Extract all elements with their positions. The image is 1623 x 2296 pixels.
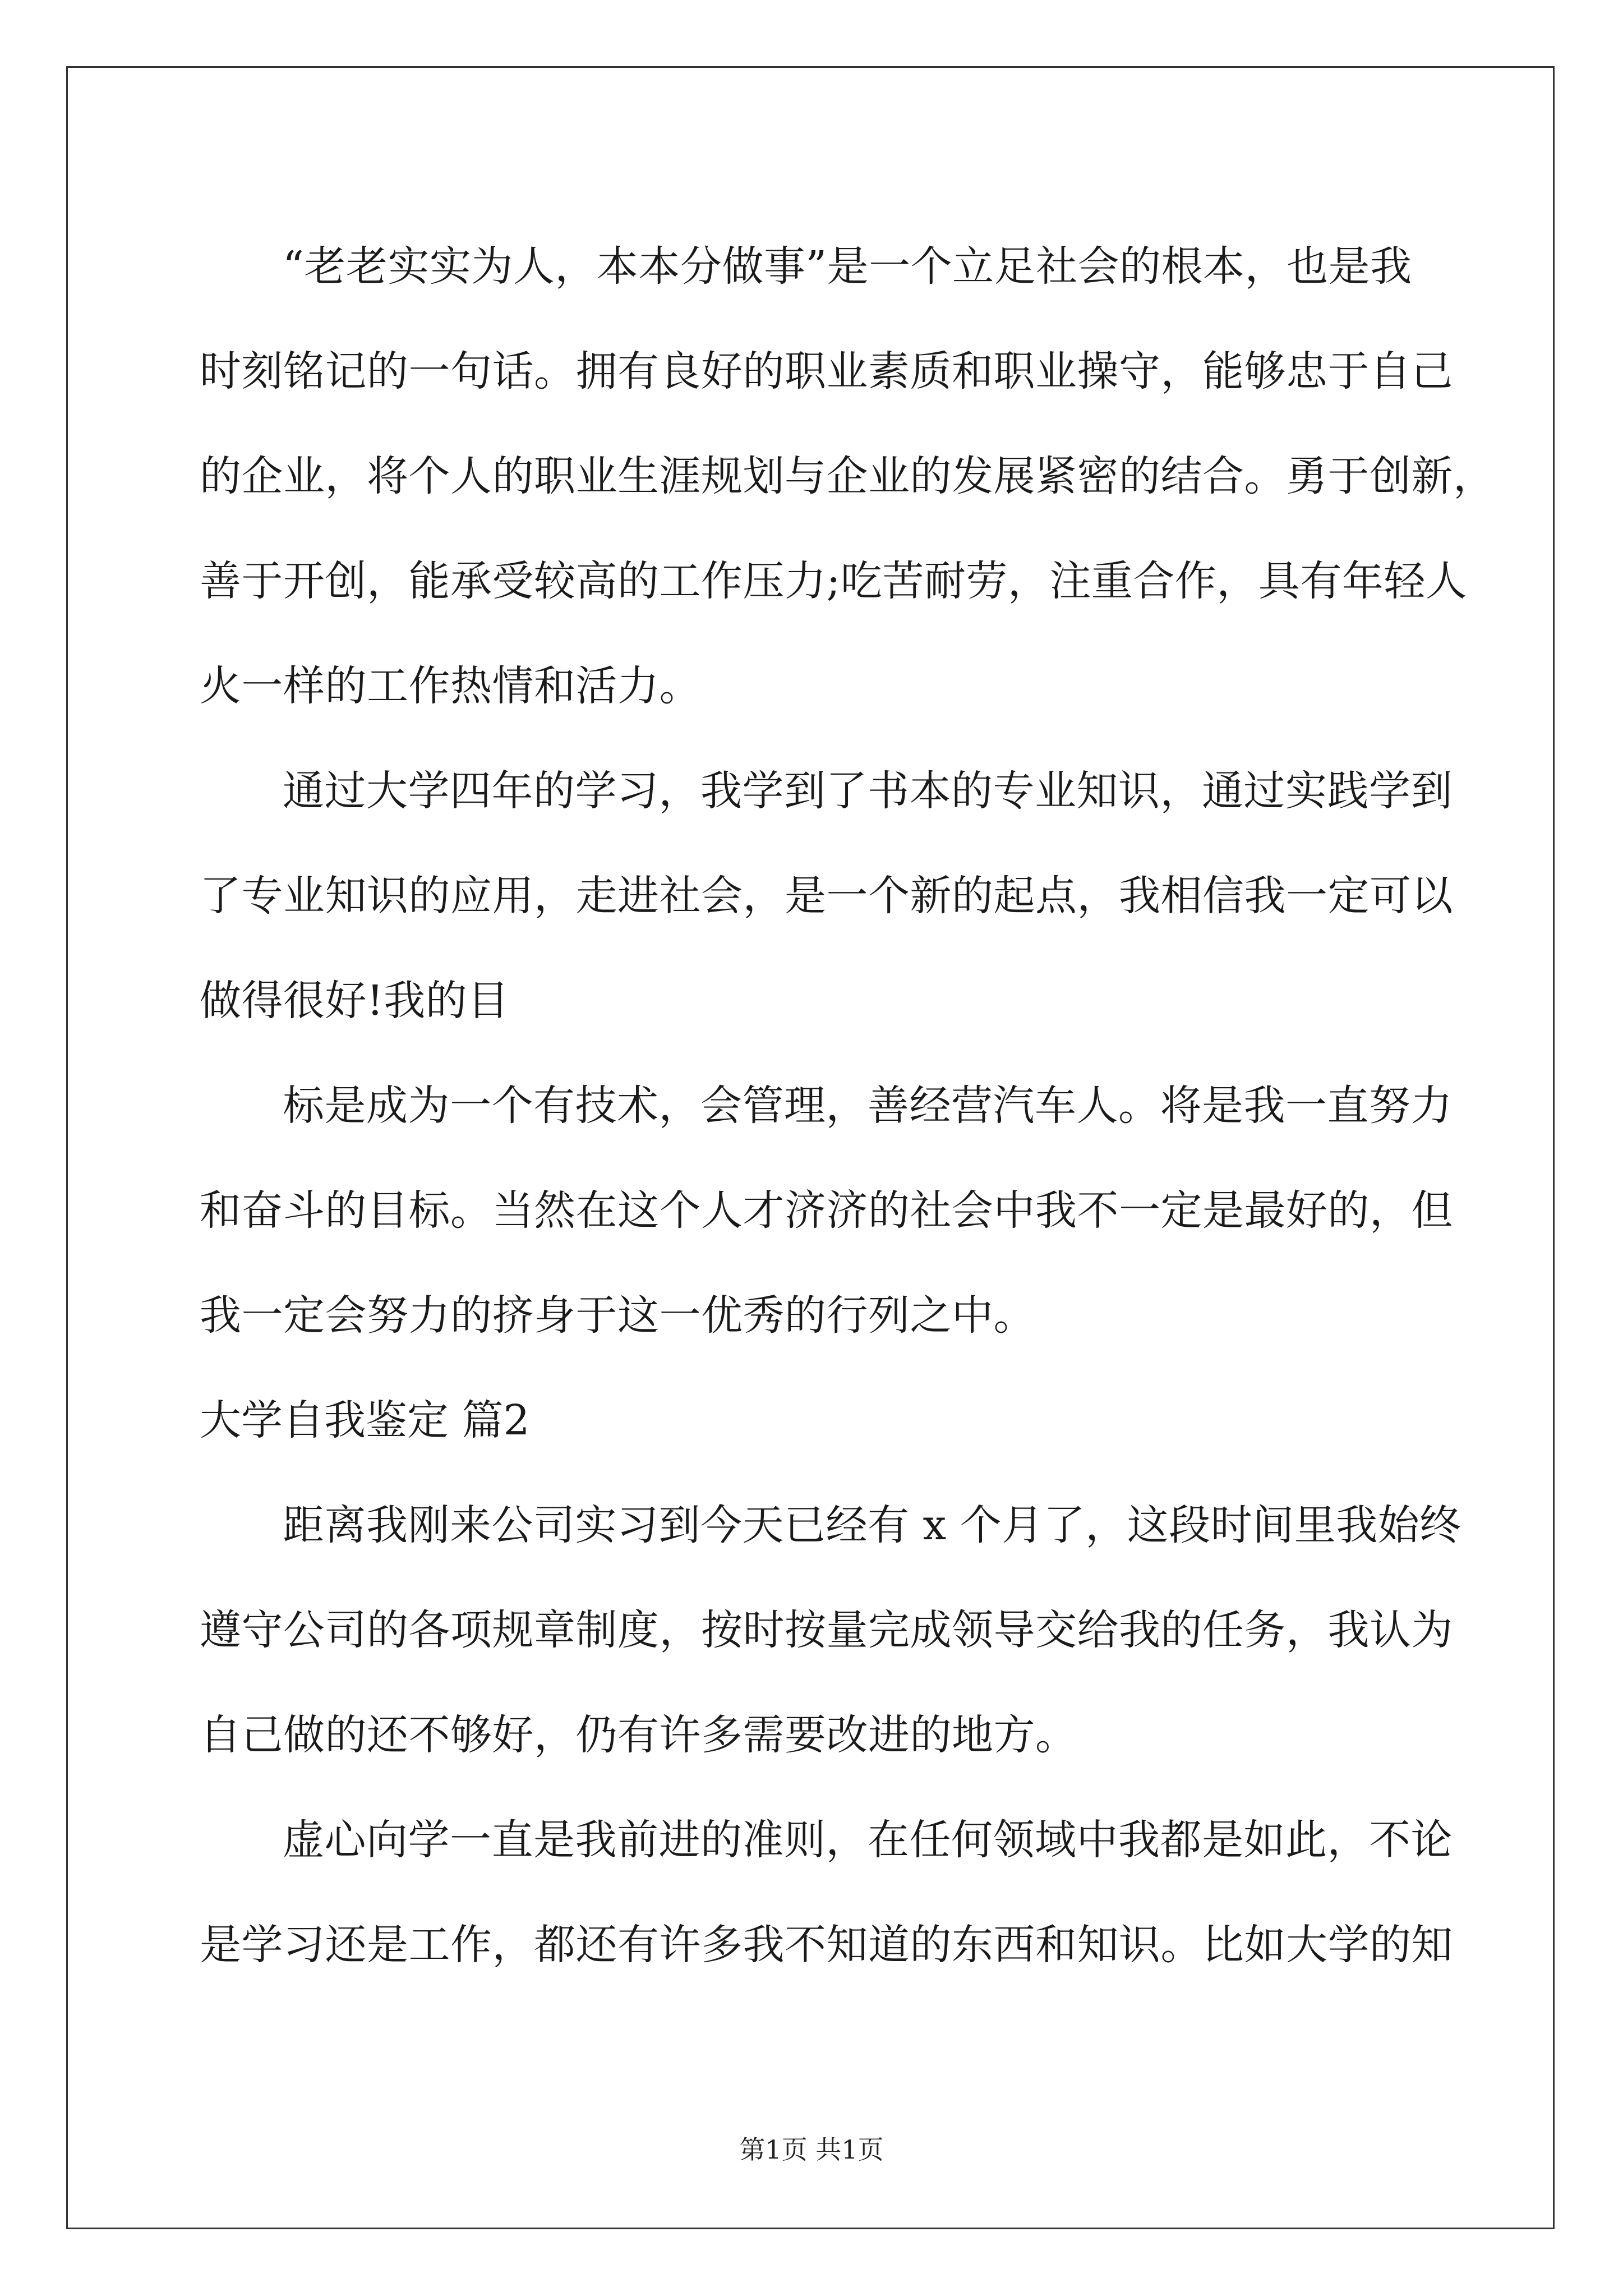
paragraph-line: 的企业，将个人的职业生涯规划与企业的发展紧密的结合。勇于创新，: [200, 452, 1495, 500]
paragraph-line: 标是成为一个有技术，会管理，善经营汽车人。将是我一直努力: [283, 1082, 1453, 1130]
paragraph-line: 自己做的还不够好，仍有许多需要改进的地方。: [200, 1711, 1077, 1759]
paragraph-2: [200, 739, 1453, 1053]
paragraph-line: “老老实实为人，本本分做事”是一个立足社会的根本，也是我: [283, 242, 1412, 291]
paragraph-line: 虚心向学一直是我前进的准则，在任何领域中我都是如此，不论: [283, 1816, 1453, 1864]
paragraph-line: 遵守公司的各项规章制度，按时按量完成领导交给我的任务，我认为: [200, 1606, 1453, 1654]
paragraph-line: 距离我刚来公司实习到今天已经有 x 个月了，这段时间里我始终: [283, 1501, 1461, 1549]
paragraph-line: 我一定会努力的挤身于这一优秀的行列之中。: [200, 1291, 1035, 1340]
paragraph-5: [200, 1788, 1453, 1998]
paragraph-3: [200, 1053, 1453, 1368]
paragraph-line: 了专业知识的应用，走进社会，是一个新的起点，我相信我一定可以: [200, 872, 1453, 920]
paragraph-line: 时刻铭记的一句话。拥有良好的职业素质和职业操守，能够忠于自己: [200, 347, 1453, 395]
paragraph-line: 善于开创，能承受较高的工作压力;吃苦耐劳，注重合作，具有年轻人: [200, 557, 1468, 605]
paragraph-line: 通过大学四年的学习，我学到了书本的专业知识，通过实践学到: [283, 767, 1453, 815]
paragraph-line: 和奋斗的目标。当然在这个人才济济的社会中我不一定是最好的，但: [200, 1186, 1453, 1235]
paragraph-line: 火一样的工作热情和活力。: [200, 662, 701, 710]
document-body: [200, 214, 1495, 1998]
page-footer: 第1页 共1页: [739, 2134, 884, 2165]
paragraph-line: 是学习还是工作，都还有许多我不知道的东西和知识。比如大学的知: [200, 1921, 1453, 1969]
paragraph-4: [200, 1473, 1461, 1788]
paragraph-line: 做得很好!我的目: [200, 977, 509, 1025]
paragraph-1: [200, 214, 1495, 739]
section-heading: 大学自我鉴定 篇2: [200, 1396, 530, 1444]
